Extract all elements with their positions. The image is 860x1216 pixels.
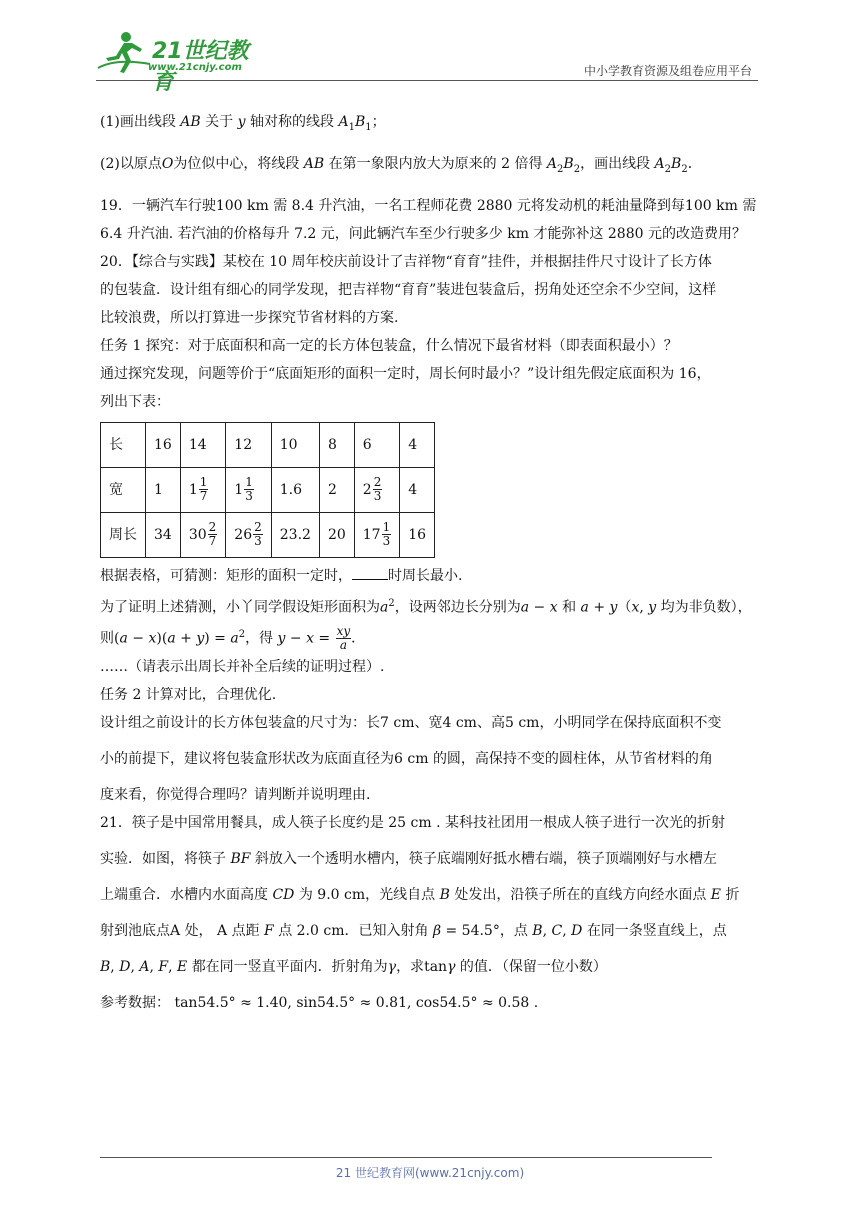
table-cell: 4 xyxy=(400,422,435,467)
q21-line3: 上端重合．水槽内水面高度 CD 为 9.0 cm，光线自点 B 处发出，沿筷子所在的直线方向经水面点 E 折 xyxy=(100,886,740,903)
table-cell: 1 $\frac{1}{3}$ xyxy=(226,467,271,512)
runner-logo-icon xyxy=(96,28,152,76)
logo-url: www.21cnjy.com xyxy=(148,62,242,73)
q20-proof-hint: ……（请表示出周长并补全后续的证明过程）. xyxy=(100,658,385,675)
table-cell: 12 xyxy=(226,422,271,467)
rectangle-table xyxy=(100,422,435,558)
table-cell: 16 xyxy=(146,422,181,467)
q20-task2: 任务 2 计算对比，合理优化. xyxy=(100,686,277,703)
q20-line1: 20．【综合与实践】某校在 10 周年校庆前设计了吉祥物“育育”挂件，并根据挂件尺寸设计了长方体 xyxy=(100,253,712,270)
q21-line2: 实验．如图，将筷子 BF 斜放入一个透明水槽内，筷子底端刚好抵水槽右端，筷子顶端刚好与水槽左 xyxy=(100,850,717,867)
logo-text: 21世纪教育 xyxy=(152,39,249,95)
q20-proof-setup: 为了证明上述猜测，小丫同学假设矩形面积为$a^2$，设两邻边长分别为a − x 和 a + y（x, y 均为非负数）， xyxy=(100,597,752,616)
q20-line4: 通过探究发现，问题等价于“底面矩形的面积一定时，周长何时最小？”设计组先假定底面积为 16， xyxy=(100,365,711,382)
footer-text: 21 世纪教育网(www.21cnjy.com) xyxy=(335,1166,525,1180)
q20-task2-line1: 设计组之前设计的长方体包装盒的尺寸为：长7 cm、宽4 cm、高5 cm，小明同学在保持底面积不变 xyxy=(100,714,722,731)
footer-divider xyxy=(100,1157,712,1158)
table-cell: 26 $\frac{2}{3}$ xyxy=(226,512,271,557)
answer-blank[interactable] xyxy=(352,565,388,580)
q18-part2: (2)以原点O为位似中心，将线段 AB 在第一象限内放大为原来的 2 倍得 $A_2B_2$，画出线段 $A_2B_2$． xyxy=(100,155,702,175)
q21-reference-data: 参考数据： tan54.5° ≈ 1.40, sin54.5° ≈ 0.81, cos54.5° ≈ 0.58 . xyxy=(100,994,539,1011)
table-cell: 23.2 xyxy=(271,512,319,557)
table-cell: 宽 xyxy=(101,467,146,512)
q21-line5: B, D, A, F, E 都在同一竖直平面内．折射角为γ，求tanγ 的值．（保留一位小数） xyxy=(100,958,607,975)
table-cell: 6 xyxy=(354,422,399,467)
q20-proof-equation: 则$(a - x)(a + y) = a^2$，得 y − x = $\frac{xy}{a}$ ． xyxy=(100,624,366,653)
table-cell: 8 xyxy=(319,422,354,467)
table-cell: 1 $\frac{1}{7}$ xyxy=(180,467,225,512)
table-cell: 10 xyxy=(271,422,319,467)
table-cell: 1 xyxy=(146,467,181,512)
page-header xyxy=(96,28,756,95)
table-cell: 1.6 xyxy=(271,467,319,512)
table-row xyxy=(101,467,435,512)
q20-line3: 比较浪费，所以打算进一步探究节省材料的方案. xyxy=(100,309,399,326)
table-cell: 30 $\frac{2}{7}$ xyxy=(180,512,225,557)
q21-line4: 射到池底点A 处， A 点距 F 点 2.0 cm．已知入射角 β = 54.5°，点 B, C, D 在同一条竖直线上，点 xyxy=(100,922,727,939)
table-cell: 20 xyxy=(319,512,354,557)
table-row xyxy=(101,422,435,467)
table-cell: 16 xyxy=(400,512,435,557)
table-cell: 周长 xyxy=(101,512,146,557)
platform-name: 中小学教育资源及组卷应用平台 xyxy=(583,64,752,78)
q19-line2: 6.4 升汽油. 若汽油的价格每升 7.2 元，问此辆汽车至少行驶多少 km 才能弥补这 2880 元的改造费用？ xyxy=(100,225,746,242)
q20-task2-line2: 小的前提下，建议将包装盒形状改为底面直径为6 cm 的圆，高保持不变的圆柱体，从节省材料的角 xyxy=(100,750,713,767)
q20-line5: 列出下表： xyxy=(100,393,170,410)
q20-task1: 任务 1 探究：对于底面积和高一定的长方体包装盒，什么情况下最省材料（即表面积最小）？ xyxy=(100,337,678,354)
q18-part1: (1)画出线段 AB 关于 y 轴对称的线段 $A_1B_1$； xyxy=(100,114,386,133)
table-cell: 2 $\frac{2}{3}$ xyxy=(354,467,399,512)
q20-guess: 根据表格，可猜测：矩形的面积一定时， 时周长最小. xyxy=(100,562,768,590)
table-cell: 长 xyxy=(101,422,146,467)
table-cell: 2 xyxy=(319,467,354,512)
header-divider xyxy=(96,80,758,81)
table-cell: 14 xyxy=(180,422,225,467)
q19-line1: 19．一辆汽车行驶100 km 需 8.4 升汽油，一名工程师花费 2880 元将发动机的耗油量降到每100 km 需 xyxy=(100,197,757,214)
question-content xyxy=(100,108,768,1017)
table-cell: 4 xyxy=(400,467,435,512)
site-logo xyxy=(96,28,266,95)
q21-line1: 21．筷子是中国常用餐具，成人筷子长度约是 25 cm . 某科技社团用一根成人筷子进行一次光的折射 xyxy=(100,814,726,831)
table-row xyxy=(101,512,435,557)
table-cell: 17 $\frac{1}{3}$ xyxy=(354,512,399,557)
table-cell: 34 xyxy=(146,512,181,557)
q20-task2-line3: 度来看，你觉得合理吗？请判断并说明理由. xyxy=(100,786,371,803)
q20-line2: 的包装盒．设计组有细心的同学发现，把吉祥物“育育”装进包装盒后，拐角处还空余不少空间，这样 xyxy=(100,281,717,298)
